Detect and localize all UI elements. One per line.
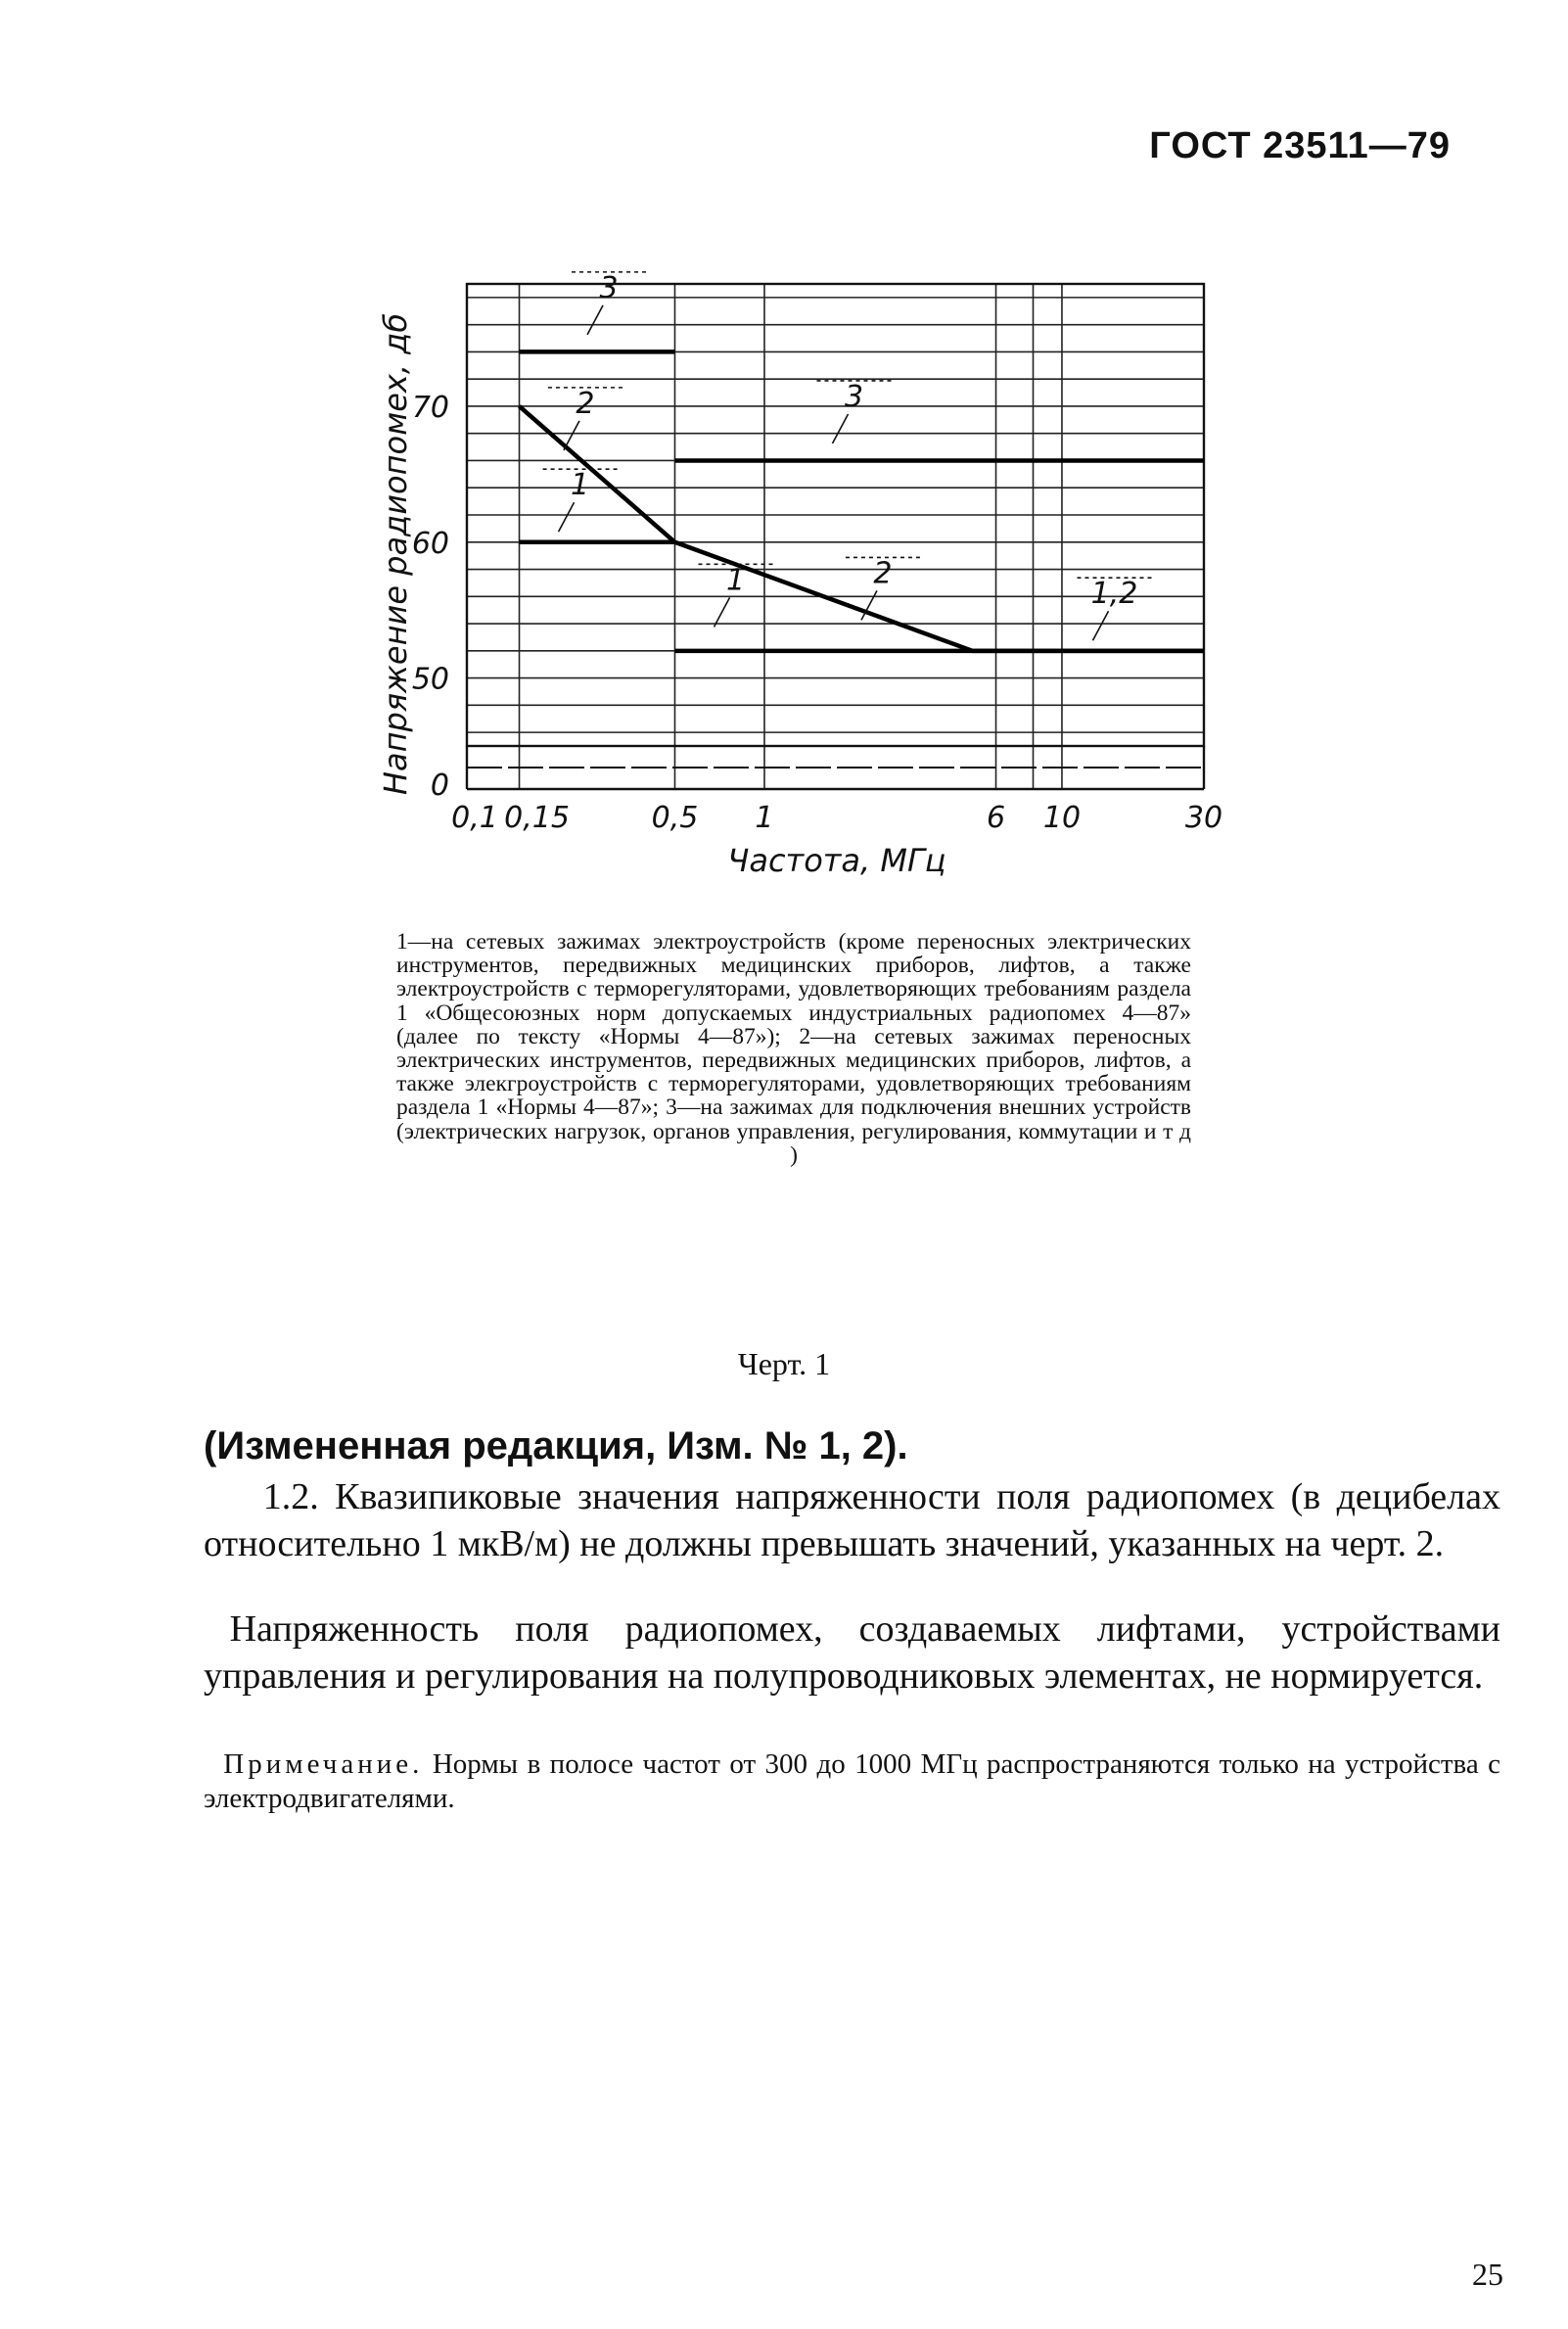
x-tick-label: 6 [986,801,1006,835]
annotation-leader [559,502,575,532]
x-tick-label: 1 [755,801,774,835]
y-tick-label: 50 [411,662,449,697]
note-label: Примечание. [223,1748,424,1780]
curve-annotation: 3 [844,379,864,414]
y-tick-label: 70 [411,390,449,425]
x-axis-label: Частота, МГц [727,842,946,879]
note [204,1747,1500,1816]
series-line-2 [520,406,1204,651]
document-id: ГОСТ 23511—79 [1149,125,1451,166]
curve-annotation: 3 [599,270,619,305]
curve-annotation: 2 [576,386,595,421]
figure-caption: Черт. 1 [737,1346,831,1381]
y-tick-label-zero: 0 [430,769,449,803]
x-tick-label: 30 [1184,801,1223,835]
curve-annotation: 1,2 [1090,577,1138,612]
chart-legend: 1—на сетевых зажимах электроустройств (кроме переносных электрических инструментов, передвижных медицинских приборов, лифтов, а также электроустройств с терморегуляторами, удовлетворяющих требованиям раздела 1 «Общесоюзных норм допускаемых индустриальных радиопомех 4—87» (далее по тексту «Нормы 4—87»); 2—на сетевых зажимах переносных электрических инструментов, передвижных медицинских приборов, лифтов, а также элекгроустройств с терморегуляторами, удовлетворяющих требованиям раздела 1 «Нормы 4—87»; 3—на зажимах для подключения внешних устройств (электрических нагрузок, органов управления, регулирования, коммутации и т д ) [396,929,1191,1168]
amendment-note: (Измененная редакция, Изм. № 1, 2). [204,1424,908,1467]
curve-annotation: 1 [725,563,746,598]
annotation-leader [832,414,848,443]
paragraph-not-normalized: Напряженность поля радиопомех, создаваемых лифтами, устройствами управления и регулирования на полупроводниковых элементах, не нормируется. [204,1608,1500,1698]
curve-annotation: 1 [571,468,590,503]
x-tick-label: 0,1 [451,801,498,835]
x-tick-label: 0,5 [651,801,699,835]
y-axis-label: Напряжение радиопомех, дб [377,312,414,796]
y-tick-label: 60 [411,526,449,561]
chart [0,0,1568,910]
page-number: 25 [1472,2257,1503,2292]
annotation-leader [715,597,730,627]
x-tick-label: 10 [1042,801,1082,835]
paragraph-1-2: 1.2. Квазипиковые значения напряженности поля радиопомех (в децибелах относительно 1 мкВ/м) не должны превышать значений, указанных на черт. 2. [204,1476,1500,1565]
note-text: Нормы в полосе частот от 300 до 1000 МГц распространяются только на устройства с электродвигателями. [204,1748,1500,1814]
annotation-leader [587,305,603,335]
annotation-leader [1092,611,1108,640]
curve-annotation: 2 [873,556,893,591]
x-tick-label: 0,15 [504,801,570,835]
annotation-leader [564,421,579,450]
